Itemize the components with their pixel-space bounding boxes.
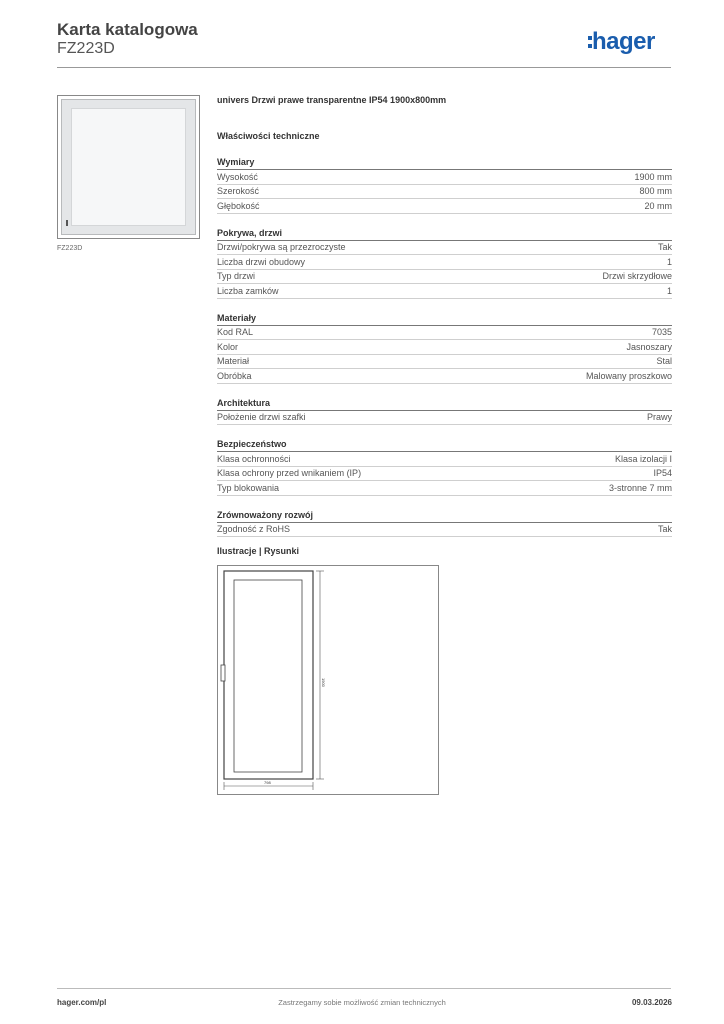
- spec-row: [217, 467, 672, 482]
- spec-value: Malowany proszkowo: [585, 370, 672, 381]
- spec-label: Drzwi/pokrywa są przezroczyste: [217, 242, 346, 253]
- spec-label: Klasa ochrony przed wnikaniem (IP): [217, 468, 362, 479]
- spec-label: Typ blokowania: [217, 482, 280, 493]
- technical-drawing: [217, 565, 439, 795]
- spec-label: Zgodność z RoHS: [217, 524, 291, 535]
- spec-label: Klasa ochronności: [217, 453, 291, 464]
- spec-row: [217, 369, 672, 384]
- spec-value: IP54: [653, 468, 672, 479]
- spec-value: 1: [666, 285, 672, 296]
- footer-divider: [57, 988, 671, 989]
- spec-row: [217, 270, 672, 285]
- spec-group-title: Pokrywa, drzwi: [217, 227, 672, 241]
- spec-value: 3-stronne 7 mm: [608, 482, 672, 493]
- spec-row: [217, 355, 672, 370]
- spec-row: [217, 170, 672, 185]
- spec-row: [217, 452, 672, 467]
- product-image: [57, 95, 200, 239]
- product-image-caption: FZ223D: [57, 245, 83, 252]
- spec-value: Stal: [656, 356, 672, 367]
- spec-value: Klasa izolacji I: [614, 453, 672, 464]
- spec-value: Tak: [657, 242, 672, 253]
- spec-row: [217, 255, 672, 270]
- spec-label: Położenie drzwi szafki: [217, 412, 306, 423]
- spec-label: Głębokość: [217, 200, 260, 211]
- product-code: FZ223D: [57, 40, 115, 57]
- spec-value: Jasnoszary: [626, 341, 672, 352]
- footer-date: 09.03.2026: [631, 998, 672, 1007]
- technical-properties-title: Właściwości techniczne: [217, 131, 320, 141]
- spec-group-title: Zrównoważony rozwój: [217, 509, 672, 523]
- spec-value: 1900 mm: [634, 171, 672, 182]
- illustrations-title: Ilustracje | Rysunki: [217, 546, 300, 556]
- spec-value: Tak: [657, 524, 672, 535]
- spec-row: [217, 284, 672, 299]
- spec-label: Liczba drzwi obudowy: [217, 256, 306, 267]
- spec-value: Drzwi skrzydłowe: [602, 271, 672, 282]
- drawing-width-label: 798: [264, 780, 271, 785]
- spec-row: [217, 340, 672, 355]
- spec-label: Typ drzwi: [217, 271, 256, 282]
- footer-website[interactable]: hager.com/pl: [57, 998, 107, 1007]
- door-drawing-svg: [218, 566, 438, 794]
- spec-label: Liczba zamków: [217, 285, 279, 296]
- spec-row: [217, 185, 672, 200]
- footer-disclaimer: Zastrzegamy sobie możliwość zmian technicznych: [278, 998, 446, 1007]
- spec-value: 20 mm: [644, 200, 672, 211]
- spec-group-title: Architektura: [217, 397, 672, 411]
- spec-row: [217, 326, 672, 341]
- spec-label: Materiał: [217, 356, 250, 367]
- hager-logo: hager: [592, 28, 655, 55]
- spec-label: Szerokość: [217, 186, 260, 197]
- spec-row: [217, 411, 672, 426]
- spec-groups: [217, 156, 672, 537]
- spec-label: Obróbka: [217, 370, 252, 381]
- spec-row: [217, 241, 672, 256]
- spec-value: 800 mm: [639, 186, 672, 197]
- spec-label: Kod RAL: [217, 327, 254, 338]
- spec-content: [217, 95, 672, 537]
- spec-value: 7035: [651, 327, 672, 338]
- spec-label: Kolor: [217, 341, 239, 352]
- drawing-height-label: 1900: [321, 678, 326, 687]
- spec-value: Prawy: [646, 412, 672, 423]
- spec-value: 1: [666, 256, 672, 267]
- page-title: Karta katalogowa: [57, 20, 198, 39]
- header-divider: [57, 67, 671, 68]
- spec-row: [217, 523, 672, 538]
- product-name: univers Drzwi prawe transparentne IP54 1900x800mm: [217, 95, 447, 105]
- spec-group-title: Wymiary: [217, 156, 672, 170]
- spec-group-title: Materiały: [217, 312, 672, 326]
- spec-label: Wysokość: [217, 171, 258, 182]
- spec-row: [217, 199, 672, 214]
- spec-group-title: Bezpieczeństwo: [217, 438, 672, 452]
- spec-row: [217, 481, 672, 496]
